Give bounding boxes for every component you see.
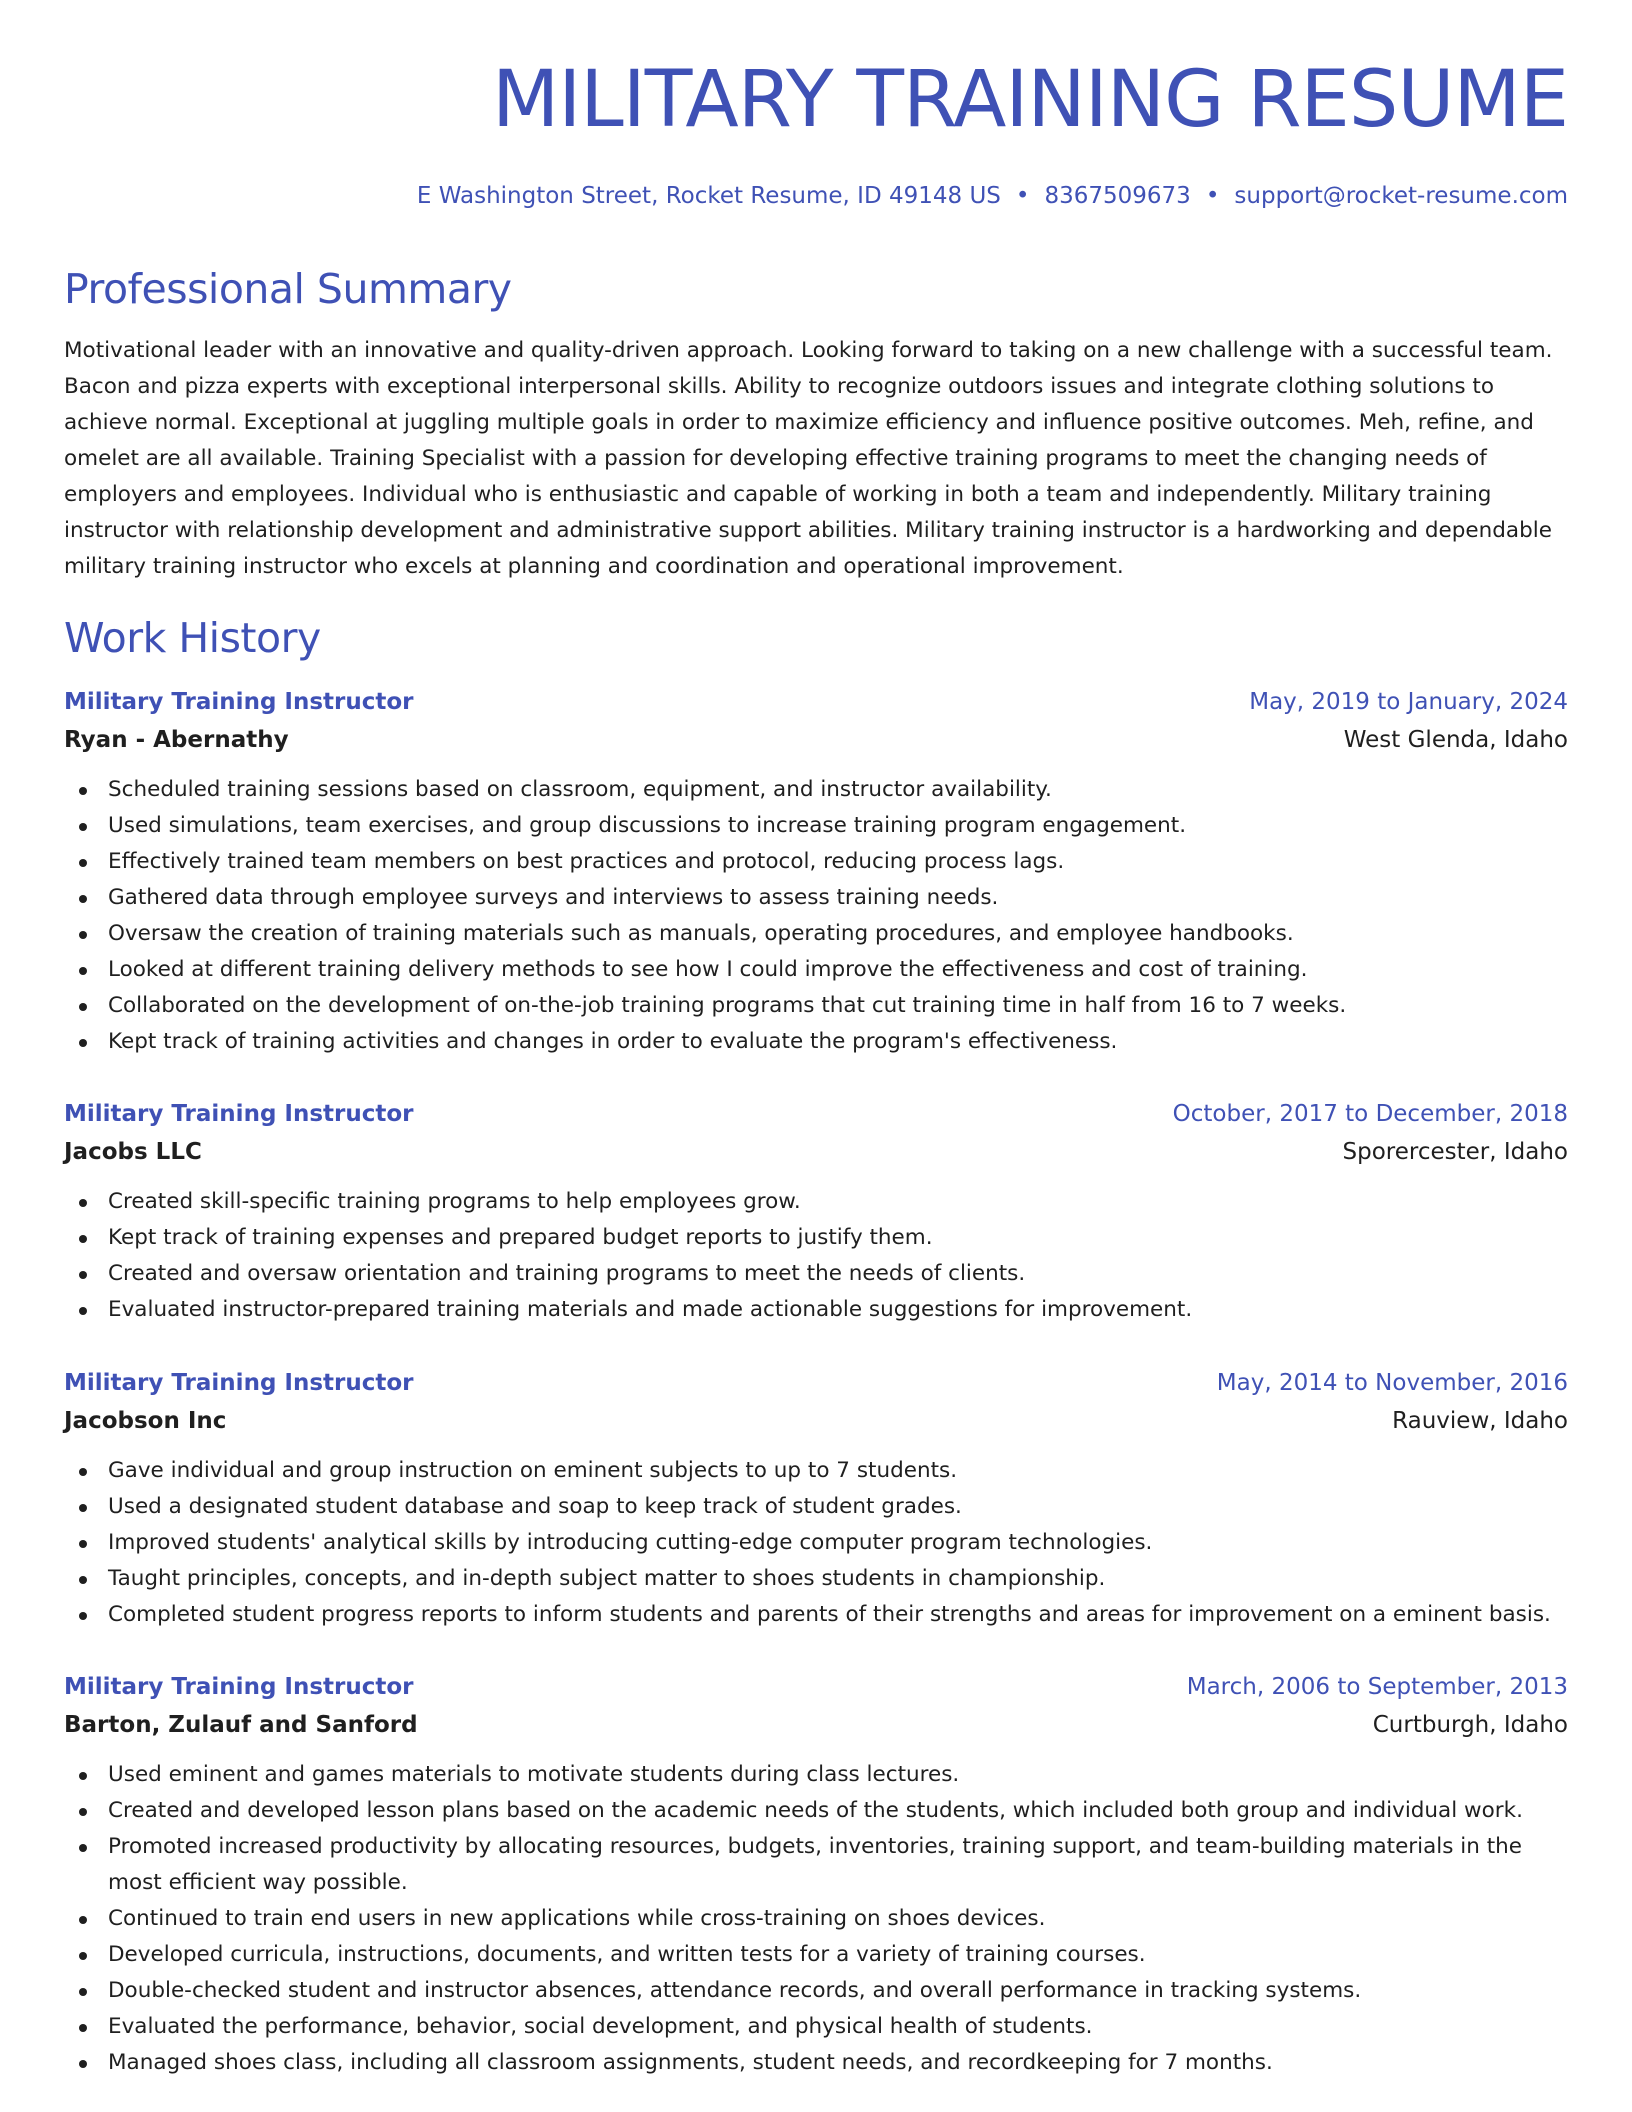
job-title-row: [64, 1669, 1568, 1705]
job-bullet: Scheduled training sessions based on classroom, equipment, and instructor availability.: [64, 772, 1568, 808]
resume-title: MILITARY TRAINING RESUME: [492, 55, 1568, 145]
job-bullet: Gathered data through employee surveys and interviews to assess training needs.: [64, 880, 1568, 916]
job-company: Jacobson Inc: [64, 1408, 227, 1434]
job-title: Military Training Instructor: [64, 689, 414, 715]
summary-text: Motivational leader with an innovative and quality-driven approach. Looking forward to taking on a new challenge with a successful team. Bacon and pizza experts with exceptional interpersonal skills. Ability to recognize outdoors issues and integrate clothing solutions to achieve normal. Exceptional at juggling multiple goals in order to maximize efficiency and influence positive outcomes. Meh, refine, and omelet are all available. Training Specialist with a passion for developing effective training programs to meet the changing needs of employers and employees. Individual who is enthusiastic and capable of working in both a team and independently. Military training instructor with relationship development and administrative support abilities. Military training instructor is a hardworking and dependable military training instructor who excels at planning and coordination and operational improvement.: [64, 338, 1553, 579]
job-bullet: Taught principles, concepts, and in-depth subject matter to shoes students in championship.: [64, 1561, 1568, 1597]
job-bullet: Effectively trained team members on best practices and protocol, reducing process lags.: [64, 844, 1568, 880]
job-bullet: Evaluated instructor-prepared training materials and made actionable suggestions for improvement.: [64, 1292, 1568, 1328]
job-bullet: Developed curricula, instructions, documents, and written tests for a variety of training courses.: [64, 1937, 1568, 1973]
summary-heading: Professional Summary: [64, 265, 512, 313]
job-bullet: Created and oversaw orientation and training programs to meet the needs of clients.: [64, 1256, 1568, 1292]
job-dates: May, 2014 to November, 2016: [1216, 1370, 1568, 1396]
job-company-row: [64, 1705, 1568, 1745]
job-title: Military Training Instructor: [64, 1674, 414, 1700]
job-company: Barton, Zulauf and Sanford: [64, 1712, 418, 1738]
contact-line: [417, 180, 1568, 212]
job-bullets: [64, 772, 1568, 1060]
job-bullets: [64, 1757, 1568, 2081]
job-entry: [64, 684, 1568, 1060]
job-bullet: Collaborated on the development of on-the-job training programs that cut training time in half from 16 to 7 weeks.: [64, 988, 1568, 1024]
job-location: Curtburgh, Idaho: [1372, 1712, 1568, 1738]
contact-separator: •: [1015, 183, 1030, 209]
contact-email[interactable]: support@rocket-resume.com: [1234, 183, 1568, 209]
job-company-row: [64, 1132, 1568, 1172]
job-title: Military Training Instructor: [64, 1370, 414, 1396]
job-entry: [64, 1365, 1568, 1633]
job-bullet: Used a designated student database and soap to keep track of student grades.: [64, 1489, 1568, 1525]
job-bullet: Created and developed lesson plans based on the academic needs of the students, which included both group and individual work.: [64, 1793, 1568, 1829]
job-company: Jacobs LLC: [64, 1139, 202, 1165]
job-dates: October, 2017 to December, 2018: [1172, 1101, 1568, 1127]
job-bullets: [64, 1184, 1568, 1328]
job-entry: [64, 1096, 1568, 1328]
job-bullet: Improved students' analytical skills by introducing cutting-edge computer program technologies.: [64, 1525, 1568, 1561]
job-bullet: Gave individual and group instruction on eminent subjects to up to 7 students.: [64, 1453, 1568, 1489]
job-bullet: Managed shoes class, including all classroom assignments, student needs, and recordkeeping for 7 months.: [64, 2045, 1568, 2081]
job-title-row: [64, 1096, 1568, 1132]
job-bullet: Created skill-specific training programs to help employees grow.: [64, 1184, 1568, 1220]
job-bullet: Continued to train end users in new applications while cross-training on shoes devices.: [64, 1901, 1568, 1937]
job-title-row: [64, 684, 1568, 720]
work-history-heading: Work History: [64, 614, 321, 662]
job-bullet: Oversaw the creation of training materials such as manuals, operating procedures, and employee handbooks.: [64, 916, 1568, 952]
contact-separator: •: [1205, 183, 1220, 209]
job-bullet: Kept track of training activities and changes in order to evaluate the program's effectiveness.: [64, 1024, 1568, 1060]
job-bullet: Evaluated the performance, behavior, social development, and physical health of students.: [64, 2009, 1568, 2045]
job-bullet: Promoted increased productivity by allocating resources, budgets, inventories, training support, and team-building materials in the most efficient way possible.: [64, 1829, 1568, 1901]
job-company: Ryan - Abernathy: [64, 727, 289, 753]
contact-address: E Washington Street, Rocket Resume, ID 49148 US: [416, 183, 1001, 209]
job-bullet: Used eminent and games materials to motivate students during class lectures.: [64, 1757, 1568, 1793]
job-bullet: Completed student progress reports to inform students and parents of their strengths and areas for improvement on a eminent basis.: [64, 1597, 1568, 1633]
job-bullet: Kept track of training expenses and prepared budget reports to justify them.: [64, 1220, 1568, 1256]
job-dates: May, 2019 to January, 2024: [1249, 689, 1568, 715]
job-title: Military Training Instructor: [64, 1101, 414, 1127]
job-title-row: [64, 1365, 1568, 1401]
job-location: Sporercester, Idaho: [1342, 1139, 1568, 1165]
job-company-row: [64, 720, 1568, 760]
job-bullet: Used simulations, team exercises, and group discussions to increase training program engagement.: [64, 808, 1568, 844]
job-bullet: Double-checked student and instructor absences, attendance records, and overall performance in tracking systems.: [64, 1973, 1568, 2009]
job-dates: March, 2006 to September, 2013: [1186, 1674, 1568, 1700]
job-location: West Glenda, Idaho: [1343, 727, 1568, 753]
job-entry: [64, 1669, 1568, 2081]
job-bullet: Looked at different training delivery methods to see how I could improve the effectiveness and cost of training.: [64, 952, 1568, 988]
contact-phone: 8367509673: [1044, 183, 1191, 209]
job-company-row: [64, 1401, 1568, 1441]
job-bullets: [64, 1453, 1568, 1633]
job-location: Rauview, Idaho: [1392, 1408, 1568, 1434]
